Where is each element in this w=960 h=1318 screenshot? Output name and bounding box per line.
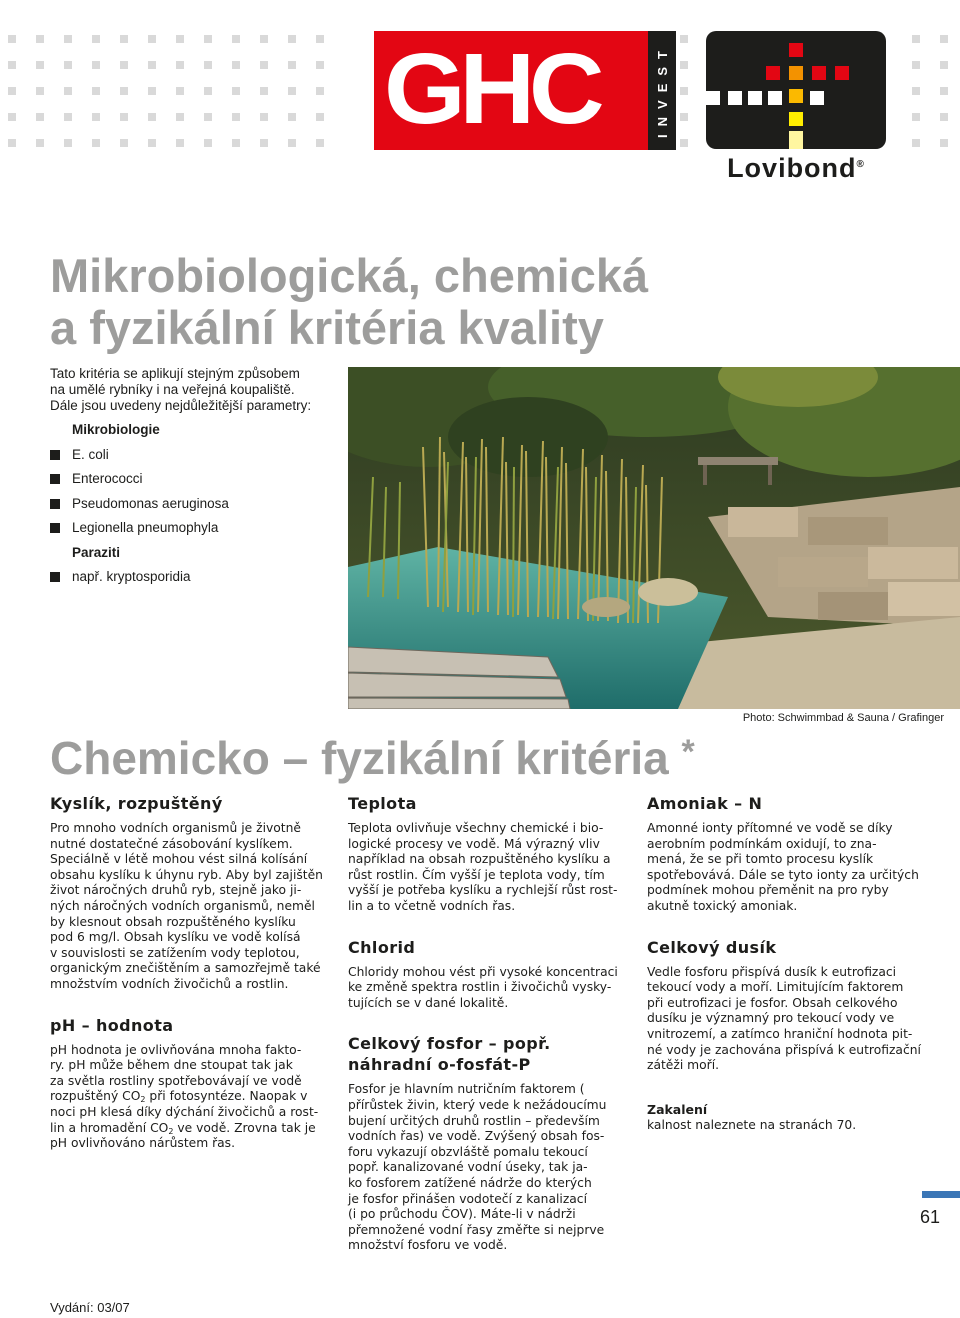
phosphorus-title: Celkový fosfor – popř. náhradní o-fosfát-P [348,1034,551,1075]
decorative-dot [316,139,324,147]
ph-text: pH hodnota je ovlivňována mnoha fakto- ry. pH může během dne stoupat tak jak za světla rostliny spotřebovávají ve vodě rozpuštěný $CO_2$ při fotosyntéze. Naopak v noci pH klesá díky dýchání živočichů a rost- lin a hromadění $CO_2$ ve vodě. Zrovna tak je pH ovlivňováno nárůstem řas. [50,1042,319,1151]
decorative-dot [680,61,688,69]
list-heading-microbiology: Mikrobiologie [72,422,160,437]
decorative-dot [148,113,156,121]
decorative-dot [120,35,128,43]
turbidity-text: kalnost naleznete na stranách 70. [647,1117,857,1132]
decorative-dot [680,87,688,95]
decorative-dot [260,139,268,147]
decorative-dot [176,87,184,95]
decorative-dot [680,113,688,121]
bullet-square-icon [50,572,60,582]
decorative-dot [204,113,212,121]
ammonium-text: Amonné ionty přítomné ve vodě se díky aerobním podmínkám oxidují, to zna- mená, že se při tomto procesu kyslík spotřebovává. Dále se tyto ionty za určitých podmínek mohou přeměnit na pro ryby akutně toxický amoniak. [647,821,919,913]
ghc-invest-logo [374,31,676,150]
decorative-dot [120,87,128,95]
decorative-dot [260,87,268,95]
section-ph [50,1015,340,1152]
ph-title: pH – hodnota [50,1015,174,1035]
decorative-dot [36,35,44,43]
section-title: Chemicko – fyzikální kritéria * [50,732,695,784]
decorative-dot [912,35,920,43]
decorative-dot-grid-right [912,35,948,147]
decorative-dot [288,139,296,147]
decorative-dot [176,61,184,69]
decorative-dot [316,61,324,69]
decorative-dot [36,61,44,69]
decorative-dot [940,61,948,69]
decorative-dot [940,35,948,43]
decorative-dot [288,87,296,95]
section-turbidity [647,1102,937,1134]
intro-line: Dále jsou uvedeny nejdůležitější parametry: [50,398,312,413]
nitrogen-title: Celkový dusík [647,937,777,957]
decorative-dot [120,139,128,147]
decorative-dot [8,61,16,69]
lovibond-logo [706,31,886,181]
decorative-dot [940,139,948,147]
column-3 [647,793,937,1155]
oxygen-text: Pro mnoho vodních organismů je životně nutné dostatečné zásobování kyslíkem. Speciálně v létě mohou vést silná kolísání obsahu kyslíku k úhynu ryb. Aby byl zajištěn život náročných druhů ryb, stejně jako ji- ných náročných vodních organismů, neměl by klesnout obsah rozpuštěného kyslíku pod 6 mg/l. Obsah kyslíku ve vodě kolísá v souvislosti se zatížením vody teplotou, organickým znečištěním a samozřejmě také množstvím vodních živočichů a rostlin. [50,821,323,991]
page-title [50,250,750,354]
decorative-dot [176,113,184,121]
decorative-dot [316,87,324,95]
decorative-dot [64,139,72,147]
decorative-dot [92,139,100,147]
decorative-dot [92,87,100,95]
decorative-dot [64,35,72,43]
temperature-title: Teplota [348,794,417,813]
decorative-dot [288,113,296,121]
bullet-square-icon [50,474,60,484]
decorative-dot [92,35,100,43]
decorative-dot [8,35,16,43]
column-1 [50,793,340,1174]
decorative-dot [912,61,920,69]
decorative-dot [288,35,296,43]
decorative-dot [64,113,72,121]
list-item: Legionella pneumophyla [50,518,340,543]
decorative-dot [316,113,324,121]
decorative-dot [232,139,240,147]
bullet-square-icon [50,499,60,509]
column-2 [348,793,638,1276]
intro-text [50,366,340,414]
nitrogen-text: Vedle fosforu přispívá dusík k eutrofizaci tekoucí vody a moří. Limitujícím faktorem při eutrofizaci je fosfor. Obsah celkového dusíku je významný pro tekoucí vody ve vnitrozemí, a zatímco hraniční hodnota pit- né vody je zachována přispívá k eutrofizační zátěži moří. [647,964,921,1073]
turbidity-title: Zakalení [647,1101,708,1117]
decorative-dot [8,87,16,95]
bullet-square-icon [50,523,60,533]
list-item: Enterococci [50,469,340,494]
decorative-dot [92,113,100,121]
decorative-dot [36,113,44,121]
phosphorus-text: Fosfor je hlavním nutričním faktorem ( přírůstek živin, který vede k nežádoucímu bujení určitých druhů rostlin – především vodních řas) ve vodě. Zvýšený obsah fos- foru vykazují obzvláště pomalu tekoucí popř. kanalizované vodní úseky, tak ja- ko fosforem zatížené nádrže do kterých je fosfor přinášen vodotečí z kanalizací (i po průchodu ČOV). Máte-li v nádrži přemnožené vodní řasy změřte si nejprve množství fosforu ve vodě. [348,1082,607,1253]
ammonium-title: Amoniak – N [647,794,763,813]
decorative-dot [64,87,72,95]
decorative-dot [316,35,324,43]
intro-line: Tato kritéria se aplikují stejným způsobem [50,366,300,381]
photo-credit: Photo: Schwimmbad & Sauna / Grafinger [742,712,944,724]
intro-line: na umělé rybníky i na veřejná koupaliště. [50,382,295,397]
invest-strip [648,31,676,150]
decorative-dot [8,113,16,121]
decorative-dot [232,87,240,95]
page-title-line1: Mikrobiologická, chemická [50,249,649,302]
decorative-dot [8,139,16,147]
oxygen-title: Kyslík, rozpuštěný [50,794,223,813]
decorative-dot [912,87,920,95]
ghc-logo-word: GHC [384,33,599,145]
decorative-dot [148,87,156,95]
lovibond-color-grid [706,31,886,149]
temperature-text: Teplota ovlivňuje všechny chemické i bio- logické procesy ve vodě. Má výrazný vliv například na obsah rozpuštěného kyslíku a růst rostlin. Čím vyšší je teplota vody, tím vyšší je potřeba kyslíku a rychlejší růst rost- lin a to včetně vodních řas. [348,821,618,913]
decorative-dot [232,113,240,121]
decorative-dot [680,35,688,43]
decorative-dot [260,61,268,69]
decorative-dot [680,139,688,147]
parameter-list [50,420,340,592]
decorative-dot [204,61,212,69]
decorative-dot-grid-mid [680,35,688,147]
section-chloride [348,937,638,1012]
page-title-line2: a fyzikální kritéria kvality [50,301,604,354]
decorative-dot [148,139,156,147]
decorative-dot [288,61,296,69]
lovibond-wordmark: Lovibond® [727,153,865,183]
decorative-dot [64,61,72,69]
decorative-dot [204,87,212,95]
list-item: Pseudomonas aeruginosa [50,494,340,519]
decorative-dot [912,139,920,147]
decorative-dot [232,61,240,69]
decorative-dot [940,113,948,121]
section-temperature [348,793,638,915]
decorative-dot [148,35,156,43]
decorative-dot [912,113,920,121]
list-item: např. kryptosporidia [50,567,340,592]
edition-footer: Vydání: 03/07 [50,1300,130,1315]
section-ammonium [647,793,937,915]
decorative-dot [36,139,44,147]
decorative-dot [92,61,100,69]
list-heading-parasites: Paraziti [72,544,121,560]
decorative-dot [204,35,212,43]
decorative-dot [176,139,184,147]
chloride-text: Chloridy mohou vést při vysoké koncentraci ke změně spektra rostlin i živočichů vysky- tujících se v dané lokalitě. [348,964,618,1010]
section-oxygen [50,793,340,993]
list-item: E. coli [50,445,340,470]
decorative-dot [940,87,948,95]
decorative-dot [260,113,268,121]
natural-pond-photo [348,367,960,709]
decorative-dot [204,139,212,147]
footnote-star: * [681,733,695,771]
decorative-dot [36,87,44,95]
section-phosphorus [348,1033,638,1254]
decorative-dot [232,35,240,43]
section-nitrogen [647,937,937,1074]
bullet-square-icon [50,450,60,460]
decorative-dot [176,35,184,43]
decorative-dot [148,61,156,69]
decorative-dot [120,113,128,121]
chloride-title: Chlorid [348,937,416,957]
invest-label: INVEST [654,43,670,138]
page-number-bar [922,1191,960,1198]
page-number: 61 [920,1207,941,1227]
decorative-dot [120,61,128,69]
decorative-dot [260,35,268,43]
decorative-dot-grid-left [8,35,324,147]
